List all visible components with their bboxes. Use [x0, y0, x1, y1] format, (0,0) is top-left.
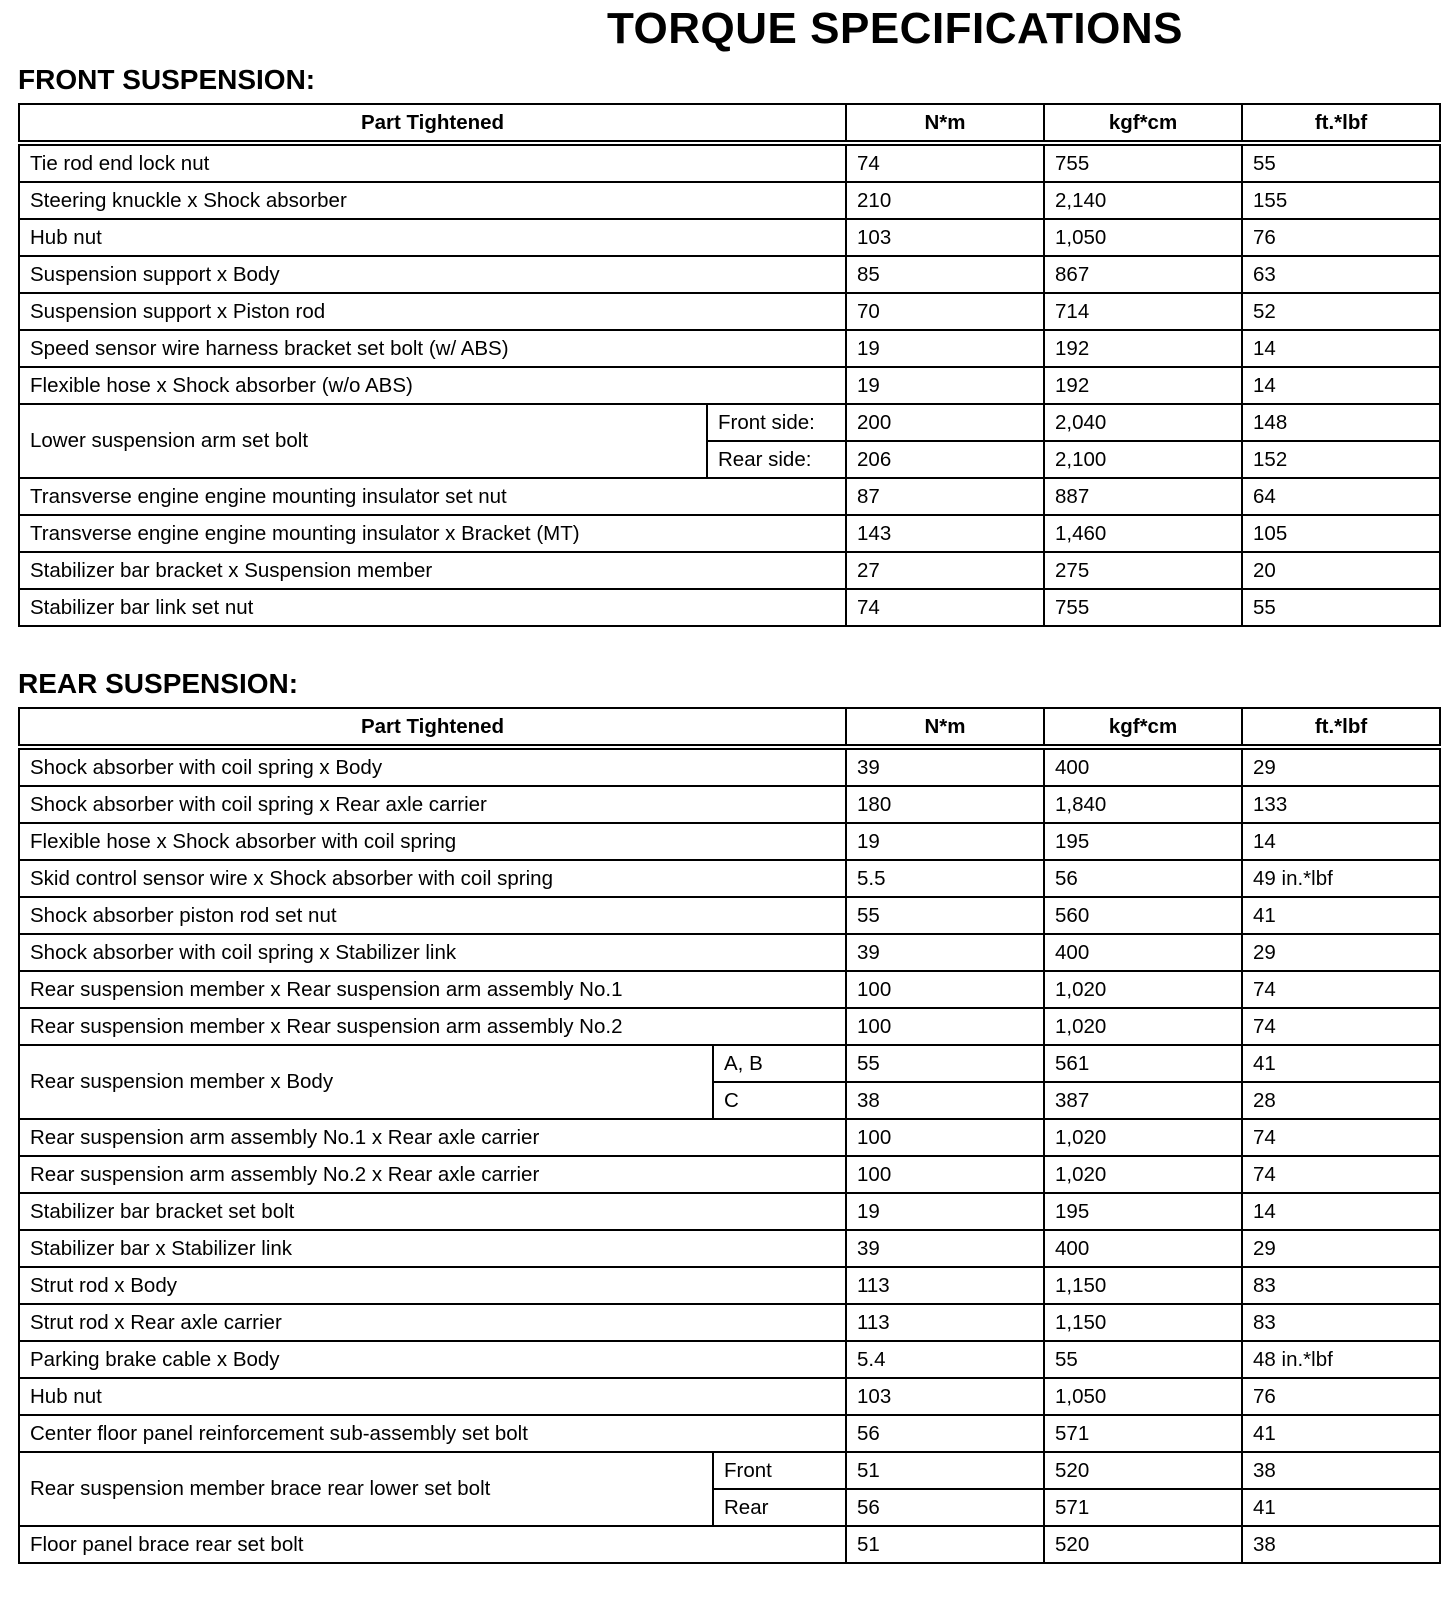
- table-row: [19, 404, 1440, 441]
- table-row: [19, 143, 1440, 182]
- part-cell: Hub nut: [19, 219, 846, 256]
- table-row: [19, 219, 1440, 256]
- kgf-cell: 867: [1044, 256, 1242, 293]
- header-nm: N*m: [846, 708, 1044, 747]
- part-cell: Flexible hose x Shock absorber (w/o ABS): [19, 367, 846, 404]
- nm-cell: 70: [846, 293, 1044, 330]
- kgf-cell: 561: [1044, 1045, 1242, 1082]
- nm-cell: 180: [846, 786, 1044, 823]
- ft-cell: 105: [1242, 515, 1440, 552]
- ft-cell: 83: [1242, 1267, 1440, 1304]
- kgf-cell: 520: [1044, 1526, 1242, 1563]
- ft-cell: 49 in.*lbf: [1242, 860, 1440, 897]
- kgf-cell: 387: [1044, 1082, 1242, 1119]
- table-row: [19, 1193, 1440, 1230]
- ft-cell: 29: [1242, 747, 1440, 786]
- ft-cell: 133: [1242, 786, 1440, 823]
- ft-cell: 74: [1242, 971, 1440, 1008]
- nm-cell: 87: [846, 478, 1044, 515]
- ft-cell: 155: [1242, 182, 1440, 219]
- table-row: [19, 1045, 1440, 1082]
- part-cell: Hub nut: [19, 1378, 846, 1415]
- kgf-cell: 55: [1044, 1341, 1242, 1378]
- page-title: TORQUE SPECIFICATIONS: [606, 4, 1184, 53]
- kgf-cell: 1,150: [1044, 1267, 1242, 1304]
- sub-location-cell: Front: [713, 1452, 846, 1489]
- part-cell: Strut rod x Body: [19, 1267, 846, 1304]
- ft-cell: 29: [1242, 934, 1440, 971]
- kgf-cell: 755: [1044, 143, 1242, 182]
- table-row: [19, 1452, 1440, 1489]
- ft-cell: 41: [1242, 1415, 1440, 1452]
- part-cell: Strut rod x Rear axle carrier: [19, 1304, 846, 1341]
- nm-cell: 100: [846, 1008, 1044, 1045]
- table-row: [19, 478, 1440, 515]
- table-row: [19, 293, 1440, 330]
- table-row: [19, 934, 1440, 971]
- kgf-cell: 192: [1044, 330, 1242, 367]
- part-cell: Stabilizer bar bracket set bolt: [19, 1193, 846, 1230]
- nm-cell: 51: [846, 1452, 1044, 1489]
- ft-cell: 52: [1242, 293, 1440, 330]
- ft-cell: 76: [1242, 1378, 1440, 1415]
- ft-cell: 48 in.*lbf: [1242, 1341, 1440, 1378]
- header-kgf: kgf*cm: [1044, 708, 1242, 747]
- kgf-cell: 1,460: [1044, 515, 1242, 552]
- kgf-cell: 400: [1044, 934, 1242, 971]
- ft-cell: 41: [1242, 897, 1440, 934]
- part-cell: Rear suspension arm assembly No.2 x Rear axle carrier: [19, 1156, 846, 1193]
- nm-cell: 100: [846, 1156, 1044, 1193]
- part-cell: Stabilizer bar link set nut: [19, 589, 846, 626]
- header-ft: ft.*lbf: [1242, 104, 1440, 143]
- table-row: [19, 897, 1440, 934]
- kgf-cell: 1,020: [1044, 971, 1242, 1008]
- kgf-cell: 571: [1044, 1415, 1242, 1452]
- kgf-cell: 1,050: [1044, 219, 1242, 256]
- sub-location-cell: Rear side:: [707, 441, 846, 478]
- part-cell: Rear suspension member x Rear suspension arm assembly No.2: [19, 1008, 846, 1045]
- part-cell: Shock absorber with coil spring x Rear axle carrier: [19, 786, 846, 823]
- kgf-cell: 1,020: [1044, 1119, 1242, 1156]
- kgf-cell: 560: [1044, 897, 1242, 934]
- ft-cell: 28: [1242, 1082, 1440, 1119]
- ft-cell: 14: [1242, 330, 1440, 367]
- nm-cell: 113: [846, 1304, 1044, 1341]
- part-cell: Tie rod end lock nut: [19, 143, 846, 182]
- kgf-cell: 400: [1044, 1230, 1242, 1267]
- part-cell: Rear suspension member x Body: [19, 1045, 713, 1119]
- kgf-cell: 1,840: [1044, 786, 1242, 823]
- header-nm: N*m: [846, 104, 1044, 143]
- kgf-cell: 1,020: [1044, 1156, 1242, 1193]
- rear-suspension-heading: REAR SUSPENSION:: [18, 668, 299, 699]
- kgf-cell: 571: [1044, 1489, 1242, 1526]
- ft-cell: 14: [1242, 367, 1440, 404]
- part-cell: Skid control sensor wire x Shock absorber with coil spring: [19, 860, 846, 897]
- part-cell: Rear suspension arm assembly No.1 x Rear axle carrier: [19, 1119, 846, 1156]
- kgf-cell: 2,040: [1044, 404, 1242, 441]
- ft-cell: 41: [1242, 1489, 1440, 1526]
- nm-cell: 39: [846, 1230, 1044, 1267]
- sub-location-cell: Front side:: [707, 404, 846, 441]
- sub-location-cell: C: [713, 1082, 846, 1119]
- table-row: [19, 182, 1440, 219]
- table-row: [19, 515, 1440, 552]
- table-row: [19, 1526, 1440, 1563]
- nm-cell: 19: [846, 823, 1044, 860]
- part-cell: Rear suspension member brace rear lower set bolt: [19, 1452, 713, 1526]
- part-cell: Suspension support x Body: [19, 256, 846, 293]
- header-part: Part Tightened: [19, 708, 846, 747]
- header-part: Part Tightened: [19, 104, 846, 143]
- table-header-row: [19, 708, 1440, 747]
- part-cell: Stabilizer bar bracket x Suspension member: [19, 552, 846, 589]
- kgf-cell: 520: [1044, 1452, 1242, 1489]
- nm-cell: 39: [846, 934, 1044, 971]
- ft-cell: 74: [1242, 1119, 1440, 1156]
- table-row: [19, 1341, 1440, 1378]
- table-row: [19, 1156, 1440, 1193]
- kgf-cell: 1,150: [1044, 1304, 1242, 1341]
- part-cell: Suspension support x Piston rod: [19, 293, 846, 330]
- table-row: [19, 1304, 1440, 1341]
- table-row: [19, 786, 1440, 823]
- kgf-cell: 400: [1044, 747, 1242, 786]
- nm-cell: 19: [846, 1193, 1044, 1230]
- table-row: [19, 1008, 1440, 1045]
- table-row: [19, 1415, 1440, 1452]
- nm-cell: 100: [846, 971, 1044, 1008]
- part-cell: Steering knuckle x Shock absorber: [19, 182, 846, 219]
- ft-cell: 55: [1242, 589, 1440, 626]
- nm-cell: 103: [846, 1378, 1044, 1415]
- kgf-cell: 275: [1044, 552, 1242, 589]
- kgf-cell: 887: [1044, 478, 1242, 515]
- header-kgf: kgf*cm: [1044, 104, 1242, 143]
- front-suspension-heading: FRONT SUSPENSION:: [18, 64, 316, 95]
- part-cell: Stabilizer bar x Stabilizer link: [19, 1230, 846, 1267]
- ft-cell: 74: [1242, 1008, 1440, 1045]
- part-cell: Flexible hose x Shock absorber with coil spring: [19, 823, 846, 860]
- nm-cell: 27: [846, 552, 1044, 589]
- nm-cell: 56: [846, 1489, 1044, 1526]
- kgf-cell: 714: [1044, 293, 1242, 330]
- nm-cell: 143: [846, 515, 1044, 552]
- nm-cell: 55: [846, 1045, 1044, 1082]
- nm-cell: 5.4: [846, 1341, 1044, 1378]
- ft-cell: 38: [1242, 1452, 1440, 1489]
- sub-location-cell: Rear: [713, 1489, 846, 1526]
- part-cell: Speed sensor wire harness bracket set bolt (w/ ABS): [19, 330, 846, 367]
- ft-cell: 148: [1242, 404, 1440, 441]
- table-row: [19, 367, 1440, 404]
- kgf-cell: 755: [1044, 589, 1242, 626]
- kgf-cell: 192: [1044, 367, 1242, 404]
- ft-cell: 29: [1242, 1230, 1440, 1267]
- nm-cell: 74: [846, 143, 1044, 182]
- table-row: [19, 1230, 1440, 1267]
- nm-cell: 113: [846, 1267, 1044, 1304]
- kgf-cell: 195: [1044, 823, 1242, 860]
- nm-cell: 39: [846, 747, 1044, 786]
- front-suspension-table: [18, 103, 1441, 627]
- ft-cell: 20: [1242, 552, 1440, 589]
- table-row: [19, 1267, 1440, 1304]
- ft-cell: 74: [1242, 1156, 1440, 1193]
- part-cell: Parking brake cable x Body: [19, 1341, 846, 1378]
- nm-cell: 103: [846, 219, 1044, 256]
- nm-cell: 51: [846, 1526, 1044, 1563]
- ft-cell: 63: [1242, 256, 1440, 293]
- ft-cell: 14: [1242, 1193, 1440, 1230]
- kgf-cell: 1,020: [1044, 1008, 1242, 1045]
- part-cell: Transverse engine engine mounting insulator set nut: [19, 478, 846, 515]
- ft-cell: 38: [1242, 1526, 1440, 1563]
- nm-cell: 56: [846, 1415, 1044, 1452]
- part-cell: Floor panel brace rear set bolt: [19, 1526, 846, 1563]
- sub-location-cell: A, B: [713, 1045, 846, 1082]
- nm-cell: 85: [846, 256, 1044, 293]
- nm-cell: 19: [846, 367, 1044, 404]
- table-row: [19, 552, 1440, 589]
- nm-cell: 19: [846, 330, 1044, 367]
- nm-cell: 206: [846, 441, 1044, 478]
- kgf-cell: 195: [1044, 1193, 1242, 1230]
- ft-cell: 152: [1242, 441, 1440, 478]
- nm-cell: 210: [846, 182, 1044, 219]
- table-row: [19, 589, 1440, 626]
- table-row: [19, 1378, 1440, 1415]
- kgf-cell: 1,050: [1044, 1378, 1242, 1415]
- nm-cell: 200: [846, 404, 1044, 441]
- part-cell: Shock absorber piston rod set nut: [19, 897, 846, 934]
- ft-cell: 55: [1242, 143, 1440, 182]
- ft-cell: 14: [1242, 823, 1440, 860]
- part-cell: Shock absorber with coil spring x Body: [19, 747, 846, 786]
- kgf-cell: 2,100: [1044, 441, 1242, 478]
- ft-cell: 76: [1242, 219, 1440, 256]
- part-cell: Rear suspension member x Rear suspension arm assembly No.1: [19, 971, 846, 1008]
- table-row: [19, 1119, 1440, 1156]
- nm-cell: 55: [846, 897, 1044, 934]
- rear-suspension-table: [18, 707, 1441, 1564]
- table-row: [19, 823, 1440, 860]
- kgf-cell: 2,140: [1044, 182, 1242, 219]
- table-row: [19, 860, 1440, 897]
- header-ft: ft.*lbf: [1242, 708, 1440, 747]
- ft-cell: 64: [1242, 478, 1440, 515]
- kgf-cell: 56: [1044, 860, 1242, 897]
- table-row: [19, 971, 1440, 1008]
- table-row: [19, 330, 1440, 367]
- table-row: [19, 256, 1440, 293]
- part-cell: Center floor panel reinforcement sub-assembly set bolt: [19, 1415, 846, 1452]
- ft-cell: 41: [1242, 1045, 1440, 1082]
- nm-cell: 100: [846, 1119, 1044, 1156]
- ft-cell: 83: [1242, 1304, 1440, 1341]
- part-cell: Shock absorber with coil spring x Stabilizer link: [19, 934, 846, 971]
- table-header-row: [19, 104, 1440, 143]
- part-cell: Lower suspension arm set bolt: [19, 404, 707, 478]
- table-row: [19, 747, 1440, 786]
- nm-cell: 5.5: [846, 860, 1044, 897]
- nm-cell: 74: [846, 589, 1044, 626]
- nm-cell: 38: [846, 1082, 1044, 1119]
- part-cell: Transverse engine engine mounting insulator x Bracket (MT): [19, 515, 846, 552]
